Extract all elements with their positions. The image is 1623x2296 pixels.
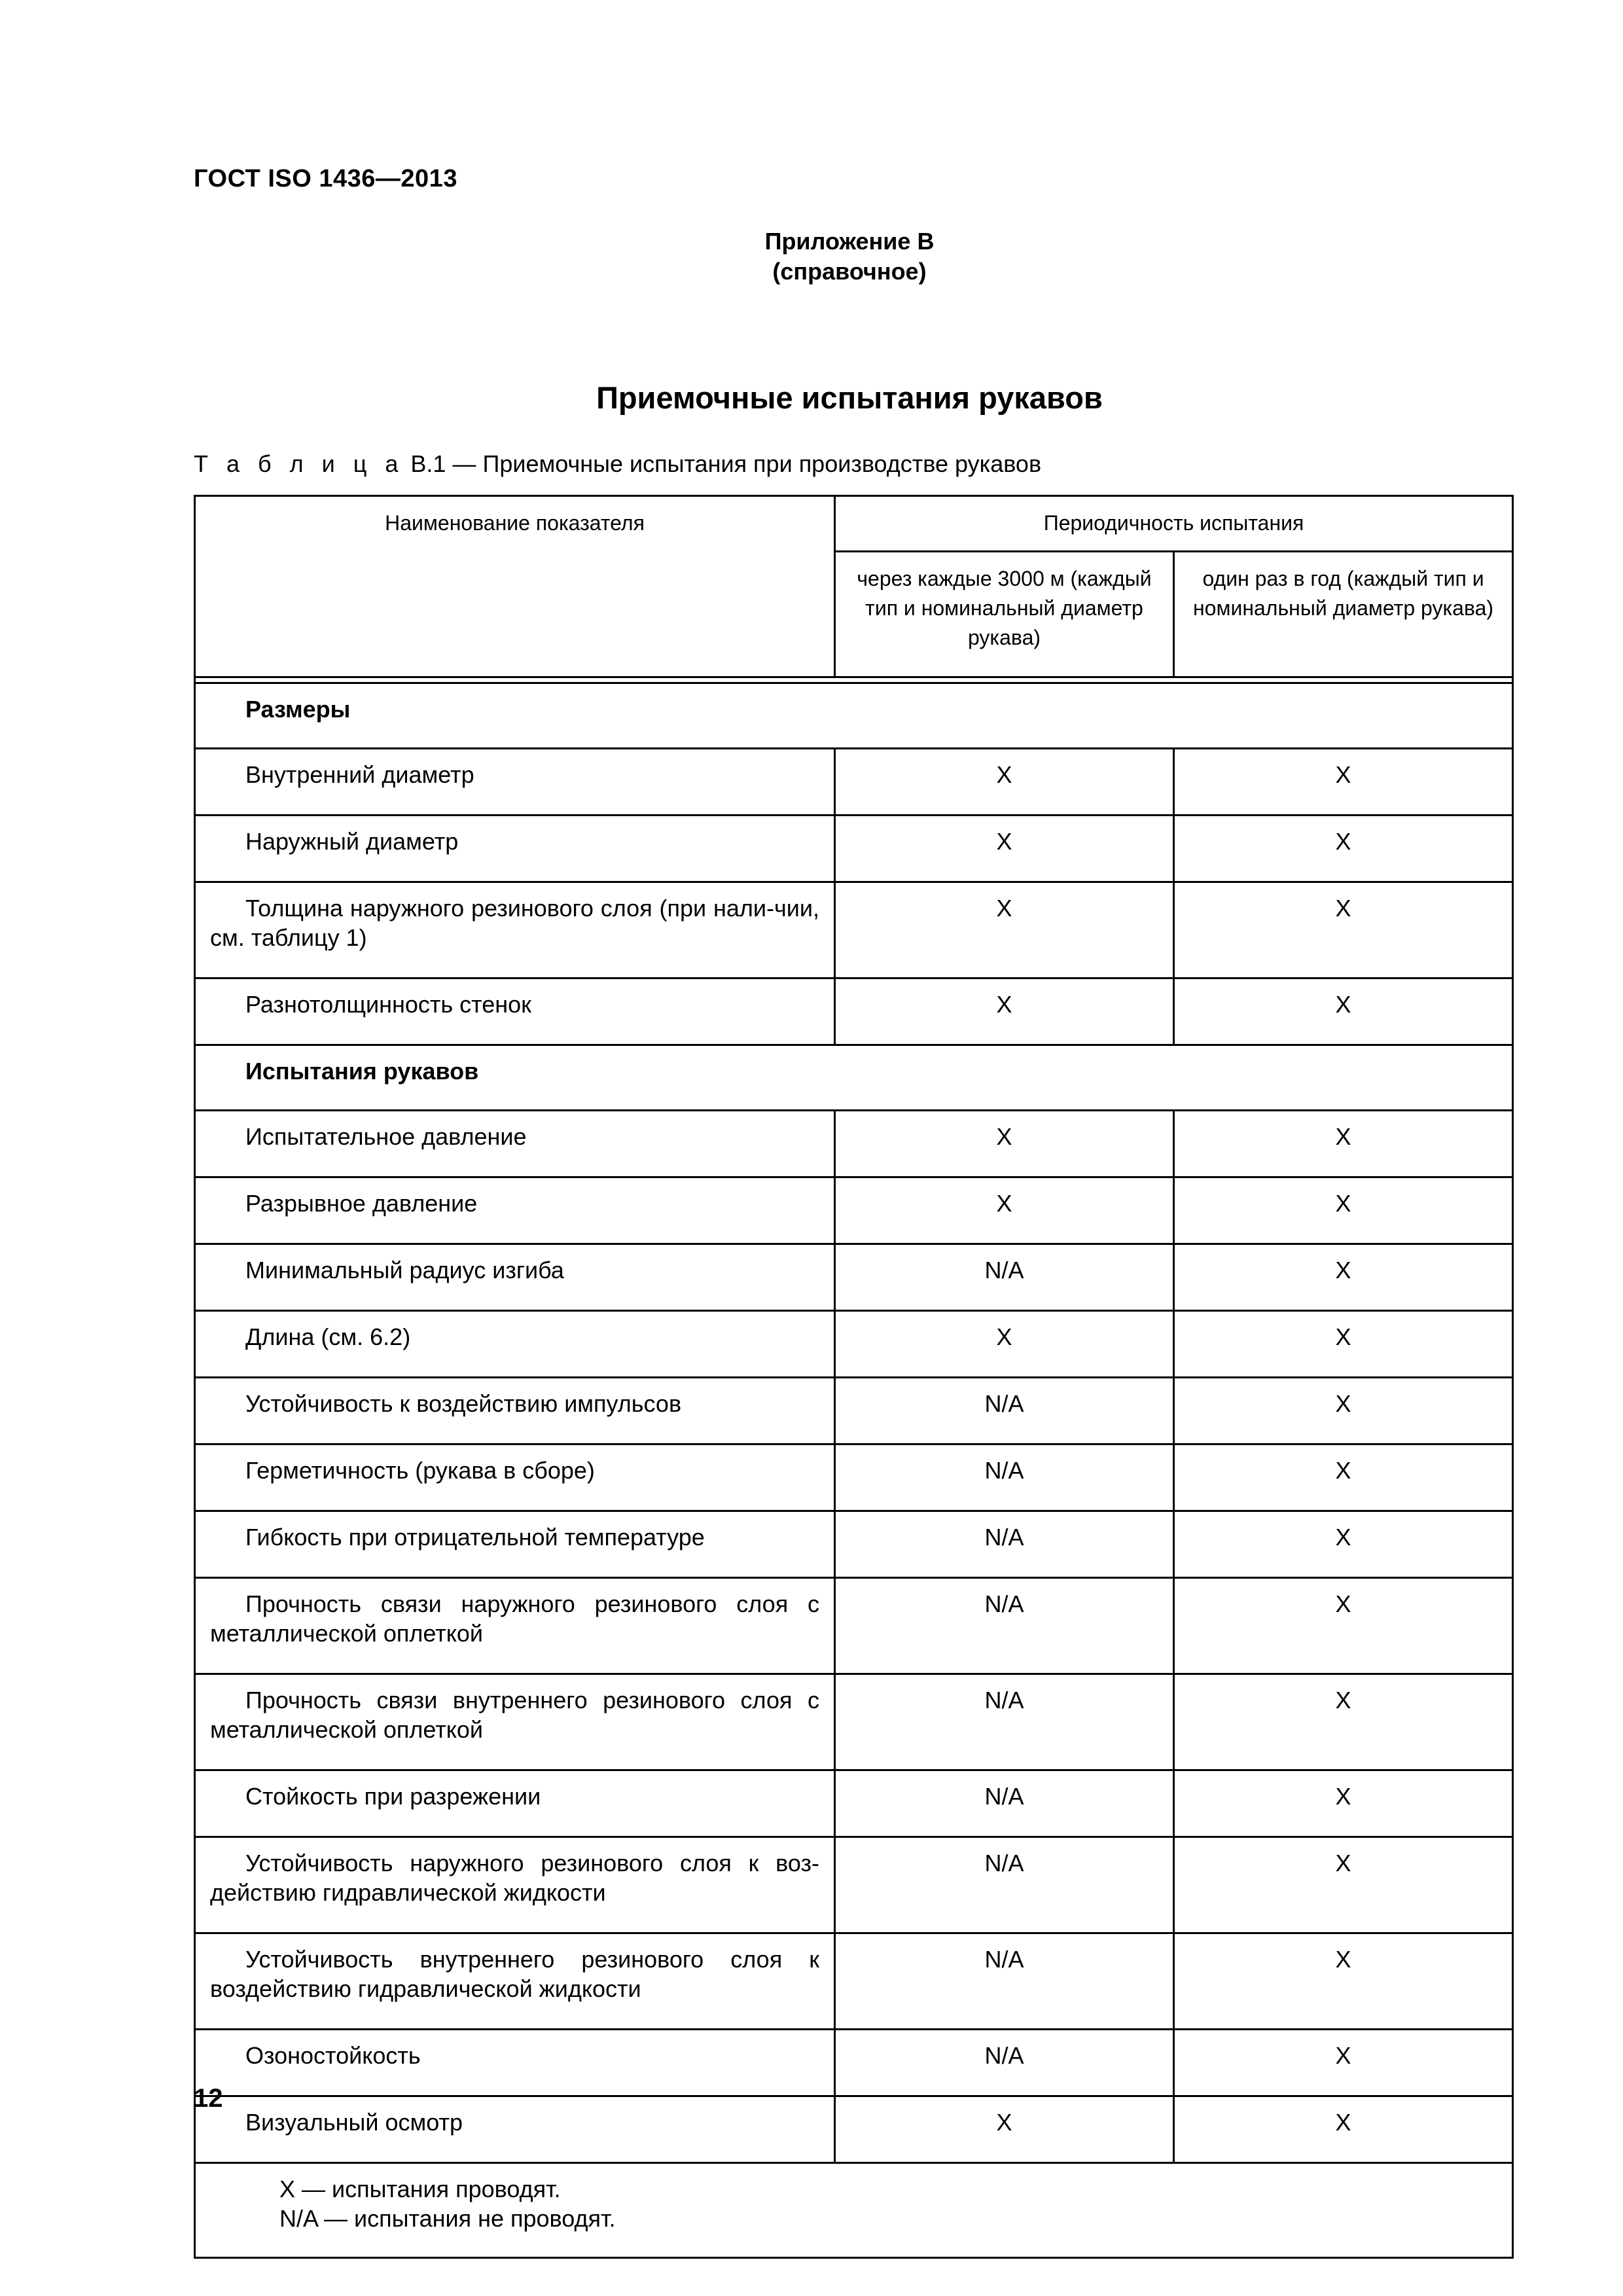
indicator-name	[195, 882, 835, 978]
value-every-3000m: N/A	[835, 1837, 1174, 1933]
value-every-3000m: N/A	[835, 1674, 1174, 1770]
table-group-row	[195, 683, 1513, 749]
indicator-name-text: Внутренний диаметр	[245, 761, 474, 788]
appendix-type: (справочное)	[772, 258, 927, 285]
indicator-name-text: Разрывное давление	[245, 1190, 478, 1217]
value-every-3000m: N/A	[835, 1444, 1174, 1511]
table-caption-prefix: Т а б л и ц а	[194, 450, 404, 477]
indicator-name-text: Устойчивость внутреннего резинового слоя к воздействию гидравлической жидкости	[210, 1946, 819, 2002]
table-row	[195, 1933, 1513, 2030]
column-header-once-a-year	[1174, 551, 1513, 677]
table-row	[195, 1578, 1513, 1674]
table-row	[195, 1244, 1513, 1311]
indicator-name-text: Озоностойкость	[245, 2042, 421, 2069]
indicator-name-text: Разнотолщинность стенок	[245, 991, 531, 1018]
value-once-a-year: X	[1174, 882, 1513, 978]
value-once-a-year: X	[1174, 1111, 1513, 1177]
value-once-a-year: X	[1174, 1837, 1513, 1933]
indicator-name	[195, 1444, 835, 1511]
note-na: N/A — испытания не проводят.	[279, 2205, 616, 2232]
indicator-name-text: Герметичность (рукава в сборе)	[245, 1457, 595, 1484]
table-row	[195, 2030, 1513, 2096]
indicator-name-text: Длина (см. 6.2)	[245, 1323, 411, 1350]
table-body	[195, 683, 1513, 2163]
column-header-once-a-year-text: один раз в год (каждый тип и номинальный диаметр рукава)	[1192, 566, 1494, 620]
page-number: 12	[194, 2084, 223, 2113]
value-once-a-year: X	[1174, 749, 1513, 816]
table-row	[195, 882, 1513, 978]
value-once-a-year: X	[1174, 1311, 1513, 1378]
value-once-a-year: X	[1174, 816, 1513, 882]
indicator-name-text: Стойкость при разрежении	[245, 1783, 541, 1810]
table-row	[195, 1177, 1513, 1244]
indicator-name	[195, 1311, 835, 1378]
value-once-a-year: X	[1174, 1770, 1513, 1837]
table-row	[195, 1444, 1513, 1511]
indicator-name	[195, 2030, 835, 2096]
table-row	[195, 1770, 1513, 1837]
value-once-a-year: X	[1174, 2030, 1513, 2096]
table-row	[195, 1511, 1513, 1578]
acceptance-tests-table	[194, 495, 1514, 2259]
value-every-3000m: X	[835, 1111, 1174, 1177]
table-row	[195, 749, 1513, 816]
column-header-every-3000m-text: через каждые 3000 м (каждый тип и номинальный диаметр рукава)	[857, 566, 1152, 649]
indicator-name-text: Визуальный осмотр	[245, 2109, 463, 2136]
value-every-3000m: N/A	[835, 1578, 1174, 1674]
column-header-every-3000m	[835, 551, 1174, 677]
table-row	[195, 2096, 1513, 2163]
indicator-name-text: Минимальный радиус изгиба	[245, 1257, 564, 1283]
table-row	[195, 816, 1513, 882]
indicator-name	[195, 1837, 835, 1933]
indicator-name	[195, 1770, 835, 1837]
value-every-3000m: X	[835, 2096, 1174, 2163]
value-every-3000m: X	[835, 978, 1174, 1045]
value-once-a-year: X	[1174, 1177, 1513, 1244]
value-every-3000m: N/A	[835, 2030, 1174, 2096]
section-title	[0, 380, 1623, 416]
indicator-name	[195, 2096, 835, 2163]
note-x: X — испытания проводят.	[279, 2176, 561, 2202]
value-once-a-year: X	[1174, 1933, 1513, 2030]
value-once-a-year: X	[1174, 1378, 1513, 1444]
indicator-name	[195, 1244, 835, 1311]
indicator-name	[195, 1111, 835, 1177]
value-once-a-year: X	[1174, 1511, 1513, 1578]
indicator-name	[195, 1674, 835, 1770]
indicator-name-text: Прочность связи внутреннего резинового слоя с металлической оплеткой	[210, 1687, 819, 1743]
indicator-name	[195, 816, 835, 882]
table-row	[195, 1378, 1513, 1444]
table-caption	[194, 450, 1041, 478]
table-row	[195, 1111, 1513, 1177]
group-heading	[195, 1045, 1513, 1111]
value-every-3000m: N/A	[835, 1770, 1174, 1837]
value-every-3000m: X	[835, 1177, 1174, 1244]
table-row	[195, 978, 1513, 1045]
indicator-name-text: Устойчивость к воздействию импульсов	[245, 1390, 682, 1417]
column-header-indicator: Наименование показателя	[195, 496, 835, 677]
table-group-row	[195, 1045, 1513, 1111]
indicator-name	[195, 1378, 835, 1444]
table-row	[195, 1837, 1513, 1933]
value-every-3000m: N/A	[835, 1511, 1174, 1578]
value-once-a-year: X	[1174, 1244, 1513, 1311]
group-heading	[195, 683, 1513, 749]
value-every-3000m: X	[835, 749, 1174, 816]
appendix-heading	[0, 226, 1623, 287]
appendix-title: Приложение В	[764, 228, 935, 255]
table-notes	[195, 2163, 1513, 2258]
indicator-name-text: Прочность связи наружного резинового слоя с металлической оплеткой	[210, 1590, 819, 1647]
table-caption-text: В.1 — Приемочные испытания при производстве рукавов	[404, 450, 1042, 477]
value-once-a-year: X	[1174, 1578, 1513, 1674]
value-every-3000m: X	[835, 816, 1174, 882]
value-every-3000m: X	[835, 1311, 1174, 1378]
indicator-name	[195, 1177, 835, 1244]
indicator-name-text: Наружный диаметр	[245, 828, 459, 855]
section-title-text: Приемочные испытания рукавов	[596, 380, 1103, 415]
indicator-name-text: Толщина наружного резинового слоя (при нали-чии, см. таблицу 1)	[210, 895, 819, 951]
value-once-a-year: X	[1174, 978, 1513, 1045]
value-every-3000m: N/A	[835, 1378, 1174, 1444]
indicator-name	[195, 978, 835, 1045]
group-heading-text: Испытания рукавов	[245, 1058, 479, 1085]
document-standard-header: ГОСТ ISO 1436—2013	[194, 165, 457, 192]
indicator-name	[195, 1933, 835, 2030]
indicator-name-text: Испытательное давление	[245, 1123, 527, 1150]
value-once-a-year: X	[1174, 1444, 1513, 1511]
table-notes-row	[195, 2163, 1513, 2258]
indicator-name	[195, 1578, 835, 1674]
indicator-name-text: Гибкость при отрицательной температуре	[245, 1524, 705, 1551]
value-once-a-year: X	[1174, 1674, 1513, 1770]
table-row	[195, 1674, 1513, 1770]
column-header-periodicity: Периодичность испытания	[835, 496, 1513, 552]
value-every-3000m: N/A	[835, 1244, 1174, 1311]
table-row	[195, 1311, 1513, 1378]
indicator-name-text: Устойчивость наружного резинового слоя к воз-действию гидравлической жидкости	[210, 1850, 819, 1906]
value-every-3000m: X	[835, 882, 1174, 978]
header-separator	[195, 677, 1513, 683]
group-heading-text: Размеры	[245, 696, 351, 723]
value-once-a-year: X	[1174, 2096, 1513, 2163]
indicator-name	[195, 1511, 835, 1578]
indicator-name	[195, 749, 835, 816]
value-every-3000m: N/A	[835, 1933, 1174, 2030]
